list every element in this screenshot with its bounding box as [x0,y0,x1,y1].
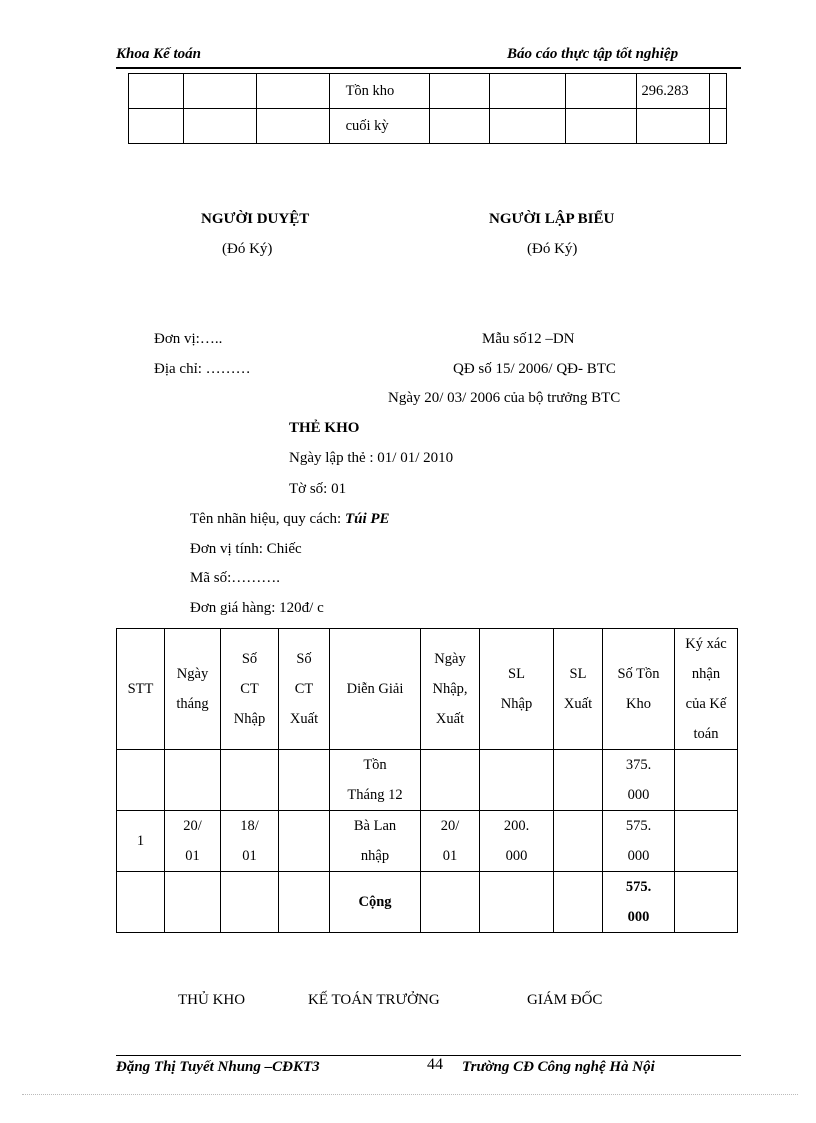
cell-dien-giai: Bà Lan nhập [330,811,421,872]
approver-title: NGƯỜI DUYỆT [201,211,310,227]
table-row [117,750,738,811]
preparer-note: (Đó Ký) [527,241,578,257]
col-header-stt: STT [117,629,165,750]
footer-left: Đặng Thị Tuyết Nhung –CĐKT3 [116,1059,320,1075]
cell-ton-kho: 575. 000 [603,811,675,872]
total-ton-kho: 575. 000 [603,872,675,933]
col-header-ky-xac-nhan: Ký xác nhận của Kế toán [675,629,738,750]
cell-stt: 1 [117,811,165,872]
top-table [128,73,727,144]
col-header-so-ton-kho: Số Tồn Kho [603,629,675,750]
header-right: Báo cáo thực tập tốt nghiệp [507,46,679,62]
sign-thu-kho: THỦ KHO [178,992,246,1008]
table-row [129,74,727,109]
footer-right: Trường CĐ Công nghệ Hà Nội [462,1059,655,1075]
sign-ke-toan-truong: KẾ TOÁN TRƯỞNG [308,992,440,1008]
col-header-dien-giai: Diễn Giải [330,629,421,750]
preparer-title: NGƯỜI LẬP BIỂU [489,211,615,227]
page-number: 44 [427,1056,443,1073]
header-left: Khoa Kế toán [116,46,202,62]
don-vi-tinh: Đơn vị tính: Chiếc [190,541,302,557]
ngay-lap-the: Ngày lập thẻ : 01/ 01/ 2010 [289,450,454,466]
table-row: 1 20/ 01 18/ 01 Bà Lan nhập 20/ 01 200. 000 575. 000 [117,811,738,872]
quyet-dinh: QĐ số 15/ 2006/ QĐ- BTC [453,361,616,377]
don-gia: Đơn giá hàng: 120đ/ c [190,600,324,616]
col-header-so-ct-xuat: Số CT Xuất [279,629,330,750]
table-total-row [117,872,738,933]
total-label: Cộng [330,872,421,933]
top-table-label: Tồn kho [329,74,429,109]
dia-chi: Địa chỉ: ……… [154,361,251,377]
ten-nhan-hieu-label: Tên nhãn hiệu, quy cách: [190,511,345,527]
table-header-row [117,629,738,750]
page-edge [22,1094,798,1095]
cell-ton-kho: 375. 000 [603,750,675,811]
page-title: THẺ KHO [289,420,360,436]
col-header-ngay-nhap-xuat: Ngày Nhập, Xuất [421,629,480,750]
col-header-so-ct-nhap: Số CT Nhập [221,629,279,750]
col-header-ngay-thang: Ngày tháng [165,629,221,750]
stock-table [116,628,738,933]
ma-so: Mã số:………. [190,570,280,586]
approver-note: (Đó Ký) [222,241,273,257]
header-rule [116,67,741,69]
col-header-sl-xuat: SL Xuất [554,629,603,750]
don-vi: Đơn vị:….. [154,331,223,347]
top-table-value: 296.283 [637,74,710,109]
col-header-sl-nhap: SL Nhập [480,629,554,750]
ngay-quyet-dinh: Ngày 20/ 03/ 2006 của bộ trưởng BTC [388,390,621,406]
mau-so: Mẫu số12 –DN [482,331,575,347]
ten-nhan-hieu [190,511,390,528]
ten-nhan-hieu-value: Túi PE [344,511,390,527]
cell-dien-giai: Tồn Tháng 12 [330,750,421,811]
top-table-label-2: cuối kỳ [329,109,429,144]
sign-giam-doc: GIÁM ĐỐC [527,992,603,1008]
to-so: Tờ số: 01 [289,481,347,497]
table-row [129,109,727,144]
